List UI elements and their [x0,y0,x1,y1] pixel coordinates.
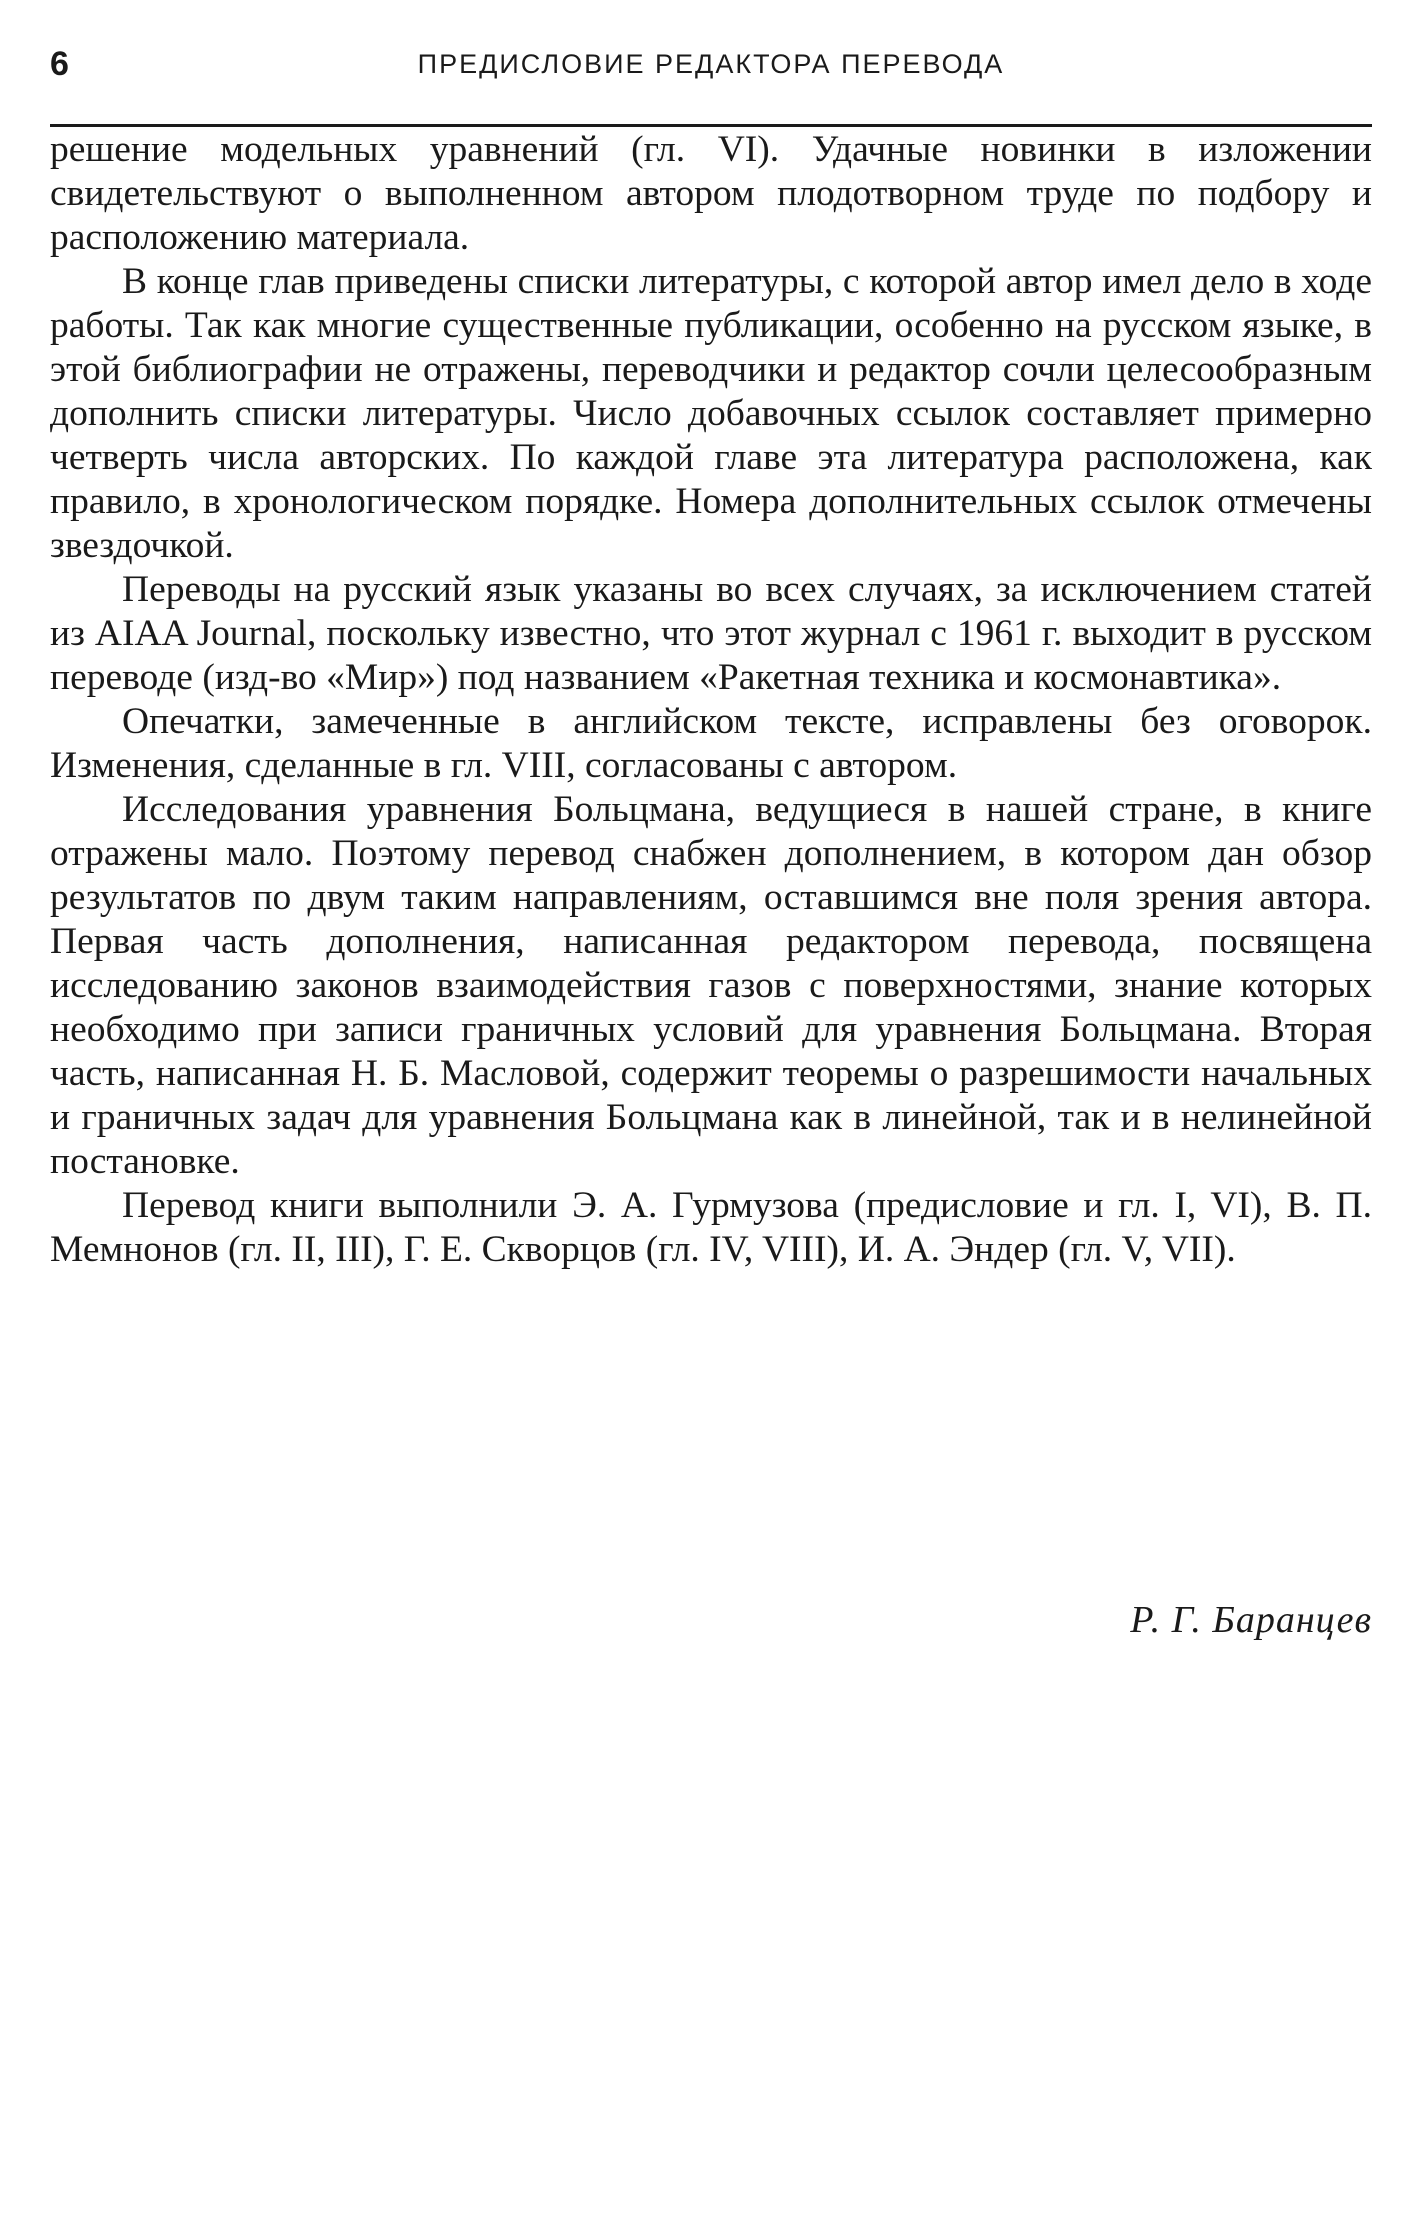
paragraph-translators: Перевод книги выполнили Э. А. Гурмузова (предисловие и гл. I, VI), В. П. Мемнонов (гл. II, III), Г. Е. Скворцов (гл. IV, VIII), И. А. Эндер (гл. V, VII). [50,1185,1372,1270]
paragraph-misprints: Опечатки, замеченные в английском тексте, исправлены без оговорок. Изменения, сделанные в гл. VIII, согласованы с автором. [50,701,1372,786]
body-text [50,128,1372,1272]
paragraph-continuation: решение модельных уравнений (гл. VI). Удачные новинки в изложении свидетельствуют о выполненном автором плодотворном труде по подбору и расположению материала. [50,129,1372,258]
book-page [50,0,1372,2223]
running-head [50,36,1372,90]
paragraph-supplement: Исследования уравнения Больцмана, ведущиеся в нашей стране, в книге отражены мало. Поэтому перевод снабжен дополнением, в котором дан обзор результатов по двум таким направлениям, оставшимся вне поля зрения автора. Первая часть дополнения, написанная редактором перевода, посвящена исследованию законов взаимодействия газов с поверхностями, знание которых необходимо при записи граничных условий для уравнения Больцмана. Вторая часть, написанная Н. Б. Масловой, содержит теоремы о разрешимости начальных и граничных задач для уравнения Больцмана как в линейной, так и в нелинейной постановке. [50,789,1372,1182]
header-rule [50,124,1372,127]
page-number: 6 [50,45,69,83]
editor-signature: Р. Г. Баранцев [1130,1599,1372,1641]
paragraph-translations: Переводы на русский язык указаны во всех случаях, за исключением статей из AIAA Journal, поскольку известно, что этот журнал с 1961 г. выходит в русском переводе (изд-во «Мир») под названием «Ракетная техника и космонавтика». [50,569,1372,698]
running-title: ПРЕДИСЛОВИЕ РЕДАКТОРА ПЕРЕВОДА [417,49,1005,79]
paragraph-bibliography: В конце глав приведены списки литературы, с которой автор имел дело в ходе работы. Так как многие существенные публикации, особенно на русском языке, в этой библиографии не отражены, переводчики и редактор сочли целесообразным дополнить списки литературы. Число добавочных ссылок составляет примерно четверть числа авторских. По каждой главе эта литература расположена, как правило, в хронологическом порядке. Номера дополнительных ссылок отмечены звездочкой. [50,261,1372,566]
